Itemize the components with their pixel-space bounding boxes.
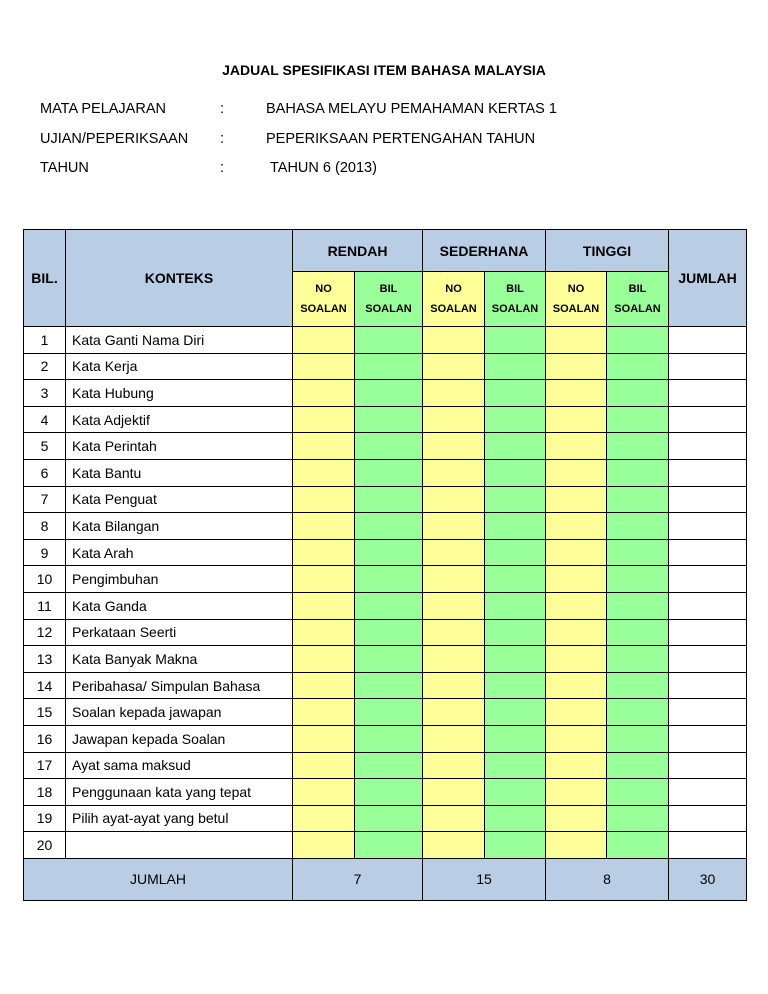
no-soalan-cell [423, 327, 485, 354]
no-soalan-cell [293, 406, 355, 433]
no-soalan-cell [293, 459, 355, 486]
no-soalan-cell [546, 752, 607, 779]
row-konteks: Kata Adjektif [66, 406, 293, 433]
bil-soalan-cell [607, 486, 669, 513]
no-soalan-cell [423, 433, 485, 460]
bil-soalan-cell [607, 592, 669, 619]
table-row [24, 592, 747, 619]
row-number: 15 [24, 699, 66, 726]
row-jumlah-cell [669, 353, 747, 380]
row-jumlah-cell [669, 646, 747, 673]
meta-colon: : [220, 101, 225, 117]
row-konteks: Kata Ganda [66, 592, 293, 619]
no-soalan-cell [293, 752, 355, 779]
row-jumlah-cell [669, 725, 747, 752]
bil-soalan-cell [485, 327, 546, 354]
bil-soalan-cell [355, 513, 423, 540]
header-konteks: KONTEKS [66, 230, 293, 327]
no-soalan-cell [546, 406, 607, 433]
row-jumlah-cell [669, 539, 747, 566]
bil-soalan-cell [485, 353, 546, 380]
row-number: 13 [24, 646, 66, 673]
no-soalan-cell [423, 539, 485, 566]
table-row [24, 380, 747, 407]
no-soalan-cell [546, 619, 607, 646]
no-soalan-cell [293, 486, 355, 513]
header-sederhana: SEDERHANA [423, 230, 546, 272]
header-jumlah: JUMLAH [669, 230, 747, 327]
no-soalan-cell [293, 353, 355, 380]
bil-soalan-cell [607, 380, 669, 407]
meta-value: TAHUN 6 (2013) [270, 160, 377, 176]
row-jumlah-cell [669, 380, 747, 407]
bil-soalan-cell [485, 433, 546, 460]
table-row [24, 353, 747, 380]
table-row [24, 619, 747, 646]
bil-soalan-cell [355, 832, 423, 859]
no-soalan-cell [546, 380, 607, 407]
meta-value: PEPERIKSAAN PERTENGAHAN TAHUN [266, 131, 536, 147]
header-rendah: RENDAH [293, 230, 423, 272]
no-soalan-cell [293, 513, 355, 540]
bil-soalan-cell [607, 433, 669, 460]
no-soalan-cell [546, 539, 607, 566]
no-soalan-cell [293, 832, 355, 859]
row-jumlah-cell [669, 327, 747, 354]
table-row [24, 566, 747, 593]
total-sederhana: 15 [423, 858, 546, 900]
row-konteks: Jawapan kepada Soalan [66, 725, 293, 752]
no-soalan-cell [293, 327, 355, 354]
table-row [24, 725, 747, 752]
no-soalan-cell [546, 327, 607, 354]
row-number: 6 [24, 459, 66, 486]
row-number: 5 [24, 433, 66, 460]
bil-soalan-cell [355, 566, 423, 593]
table-row [24, 805, 747, 832]
no-soalan-cell [293, 380, 355, 407]
table-row [24, 406, 747, 433]
row-konteks: Kata Bilangan [66, 513, 293, 540]
bil-soalan-cell [607, 752, 669, 779]
table-row [24, 779, 747, 806]
row-jumlah-cell [669, 672, 747, 699]
table-row [24, 539, 747, 566]
subheader-no-soalan-sederhana: NO SOALAN [423, 272, 485, 327]
row-number: 17 [24, 752, 66, 779]
bil-soalan-cell [607, 406, 669, 433]
meta-label: MATA PELAJARAN [40, 101, 166, 117]
row-jumlah-cell [669, 406, 747, 433]
no-soalan-cell [546, 459, 607, 486]
row-number: 11 [24, 592, 66, 619]
no-soalan-cell [423, 725, 485, 752]
row-number: 4 [24, 406, 66, 433]
bil-soalan-cell [607, 832, 669, 859]
no-soalan-cell [546, 725, 607, 752]
bil-soalan-cell [485, 592, 546, 619]
no-soalan-cell [546, 805, 607, 832]
no-soalan-cell [546, 433, 607, 460]
bil-soalan-cell [355, 752, 423, 779]
document-title: JADUAL SPESIFIKASI ITEM BAHASA MALAYSIA [222, 62, 546, 78]
row-jumlah-cell [669, 513, 747, 540]
no-soalan-cell [423, 406, 485, 433]
row-number: 7 [24, 486, 66, 513]
row-jumlah-cell [669, 779, 747, 806]
subheader-no-soalan-rendah: NO SOALAN [293, 272, 355, 327]
no-soalan-cell [546, 832, 607, 859]
row-konteks: Kata Hubung [66, 380, 293, 407]
bil-soalan-cell [485, 539, 546, 566]
no-soalan-cell [293, 539, 355, 566]
no-soalan-cell [293, 592, 355, 619]
no-soalan-cell [423, 459, 485, 486]
bil-soalan-cell [355, 646, 423, 673]
row-jumlah-cell [669, 619, 747, 646]
row-konteks: Kata Ganti Nama Diri [66, 327, 293, 354]
no-soalan-cell [423, 566, 485, 593]
row-konteks: Kata Kerja [66, 353, 293, 380]
no-soalan-cell [293, 672, 355, 699]
total-rendah: 7 [293, 858, 423, 900]
total-row [24, 858, 747, 900]
bil-soalan-cell [485, 699, 546, 726]
row-jumlah-cell [669, 566, 747, 593]
no-soalan-cell [546, 513, 607, 540]
bil-soalan-cell [355, 725, 423, 752]
row-jumlah-cell [669, 699, 747, 726]
row-konteks: Peribahasa/ Simpulan Bahasa [66, 672, 293, 699]
meta-label: TAHUN [40, 160, 89, 176]
row-number: 18 [24, 779, 66, 806]
no-soalan-cell [546, 646, 607, 673]
table-row [24, 486, 747, 513]
bil-soalan-cell [607, 779, 669, 806]
bil-soalan-cell [607, 619, 669, 646]
bil-soalan-cell [485, 406, 546, 433]
bil-soalan-cell [355, 459, 423, 486]
row-konteks: Ayat sama maksud [66, 752, 293, 779]
no-soalan-cell [423, 486, 485, 513]
no-soalan-cell [423, 805, 485, 832]
row-number: 16 [24, 725, 66, 752]
bil-soalan-cell [485, 832, 546, 859]
no-soalan-cell [293, 619, 355, 646]
meta-value: BAHASA MELAYU PEMAHAMAN KERTAS 1 [266, 101, 557, 117]
bil-soalan-cell [485, 513, 546, 540]
no-soalan-cell [423, 646, 485, 673]
row-konteks: Kata Penguat [66, 486, 293, 513]
bil-soalan-cell [355, 619, 423, 646]
no-soalan-cell [546, 353, 607, 380]
bil-soalan-cell [355, 779, 423, 806]
table-row [24, 752, 747, 779]
bil-soalan-cell [485, 646, 546, 673]
no-soalan-cell [546, 779, 607, 806]
no-soalan-cell [293, 725, 355, 752]
table-row [24, 699, 747, 726]
row-konteks: Soalan kepada jawapan [66, 699, 293, 726]
no-soalan-cell [546, 699, 607, 726]
table-row [24, 646, 747, 673]
row-jumlah-cell [669, 433, 747, 460]
bil-soalan-cell [485, 725, 546, 752]
bil-soalan-cell [607, 699, 669, 726]
table-row [24, 513, 747, 540]
no-soalan-cell [546, 592, 607, 619]
row-konteks: Kata Arah [66, 539, 293, 566]
meta-colon: : [220, 131, 225, 147]
bil-soalan-cell [607, 725, 669, 752]
row-konteks: Pilih ayat-ayat yang betul [66, 805, 293, 832]
subheader-bil-soalan-tinggi: BIL SOALAN [607, 272, 669, 327]
no-soalan-cell [293, 646, 355, 673]
bil-soalan-cell [607, 539, 669, 566]
bil-soalan-cell [485, 566, 546, 593]
bil-soalan-cell [485, 672, 546, 699]
no-soalan-cell [423, 752, 485, 779]
row-number: 10 [24, 566, 66, 593]
row-jumlah-cell [669, 486, 747, 513]
bil-soalan-cell [485, 619, 546, 646]
row-konteks: Kata Perintah [66, 433, 293, 460]
bil-soalan-cell [355, 539, 423, 566]
bil-soalan-cell [355, 805, 423, 832]
bil-soalan-cell [355, 327, 423, 354]
no-soalan-cell [423, 353, 485, 380]
no-soalan-cell [423, 779, 485, 806]
bil-soalan-cell [607, 566, 669, 593]
row-konteks: Kata Banyak Makna [66, 646, 293, 673]
total-jumlah: 30 [669, 858, 747, 900]
bil-soalan-cell [355, 433, 423, 460]
header-tinggi: TINGGI [546, 230, 669, 272]
table-row [24, 433, 747, 460]
bil-soalan-cell [355, 380, 423, 407]
subheader-bil-soalan-rendah: BIL SOALAN [355, 272, 423, 327]
bil-soalan-cell [485, 779, 546, 806]
bil-soalan-cell [485, 805, 546, 832]
row-konteks [66, 832, 293, 859]
bil-soalan-cell [485, 486, 546, 513]
no-soalan-cell [546, 566, 607, 593]
bil-soalan-cell [607, 513, 669, 540]
bil-soalan-cell [607, 646, 669, 673]
subheader-bil-soalan-sederhana: BIL SOALAN [485, 272, 546, 327]
row-jumlah-cell [669, 592, 747, 619]
row-jumlah-cell [669, 752, 747, 779]
bil-soalan-cell [607, 805, 669, 832]
no-soalan-cell [293, 566, 355, 593]
bil-soalan-cell [607, 353, 669, 380]
meta-label: UJIAN/PEPERIKSAAN [40, 131, 189, 147]
table-row [24, 327, 747, 354]
bil-soalan-cell [355, 406, 423, 433]
row-number: 9 [24, 539, 66, 566]
subheader-no-soalan-tinggi: NO SOALAN [546, 272, 607, 327]
row-number: 19 [24, 805, 66, 832]
row-number: 3 [24, 380, 66, 407]
row-konteks: Perkataan Seerti [66, 619, 293, 646]
no-soalan-cell [293, 699, 355, 726]
no-soalan-cell [293, 433, 355, 460]
row-konteks: Penggunaan kata yang tepat [66, 779, 293, 806]
row-number: 8 [24, 513, 66, 540]
table-row [24, 672, 747, 699]
row-number: 2 [24, 353, 66, 380]
row-number: 12 [24, 619, 66, 646]
bil-soalan-cell [485, 459, 546, 486]
no-soalan-cell [293, 779, 355, 806]
no-soalan-cell [423, 832, 485, 859]
bil-soalan-cell [485, 380, 546, 407]
table-row [24, 459, 747, 486]
no-soalan-cell [423, 672, 485, 699]
row-jumlah-cell [669, 459, 747, 486]
meta-colon: : [220, 160, 225, 176]
bil-soalan-cell [607, 327, 669, 354]
row-konteks: Pengimbuhan [66, 566, 293, 593]
bil-soalan-cell [607, 672, 669, 699]
bil-soalan-cell [607, 459, 669, 486]
row-jumlah-cell [669, 832, 747, 859]
header-bil: BIL. [24, 230, 66, 327]
row-number: 1 [24, 327, 66, 354]
total-label: JUMLAH [24, 858, 293, 900]
bil-soalan-cell [355, 672, 423, 699]
bil-soalan-cell [355, 592, 423, 619]
no-soalan-cell [546, 486, 607, 513]
bil-soalan-cell [485, 752, 546, 779]
no-soalan-cell [423, 513, 485, 540]
bil-soalan-cell [355, 353, 423, 380]
bil-soalan-cell [355, 699, 423, 726]
bil-soalan-cell [355, 486, 423, 513]
no-soalan-cell [293, 805, 355, 832]
row-number: 20 [24, 832, 66, 859]
no-soalan-cell [546, 672, 607, 699]
no-soalan-cell [423, 380, 485, 407]
no-soalan-cell [423, 619, 485, 646]
total-tinggi: 8 [546, 858, 669, 900]
row-konteks: Kata Bantu [66, 459, 293, 486]
no-soalan-cell [423, 699, 485, 726]
table-row [24, 832, 747, 859]
no-soalan-cell [423, 592, 485, 619]
row-jumlah-cell [669, 805, 747, 832]
specification-table [23, 229, 747, 901]
row-number: 14 [24, 672, 66, 699]
